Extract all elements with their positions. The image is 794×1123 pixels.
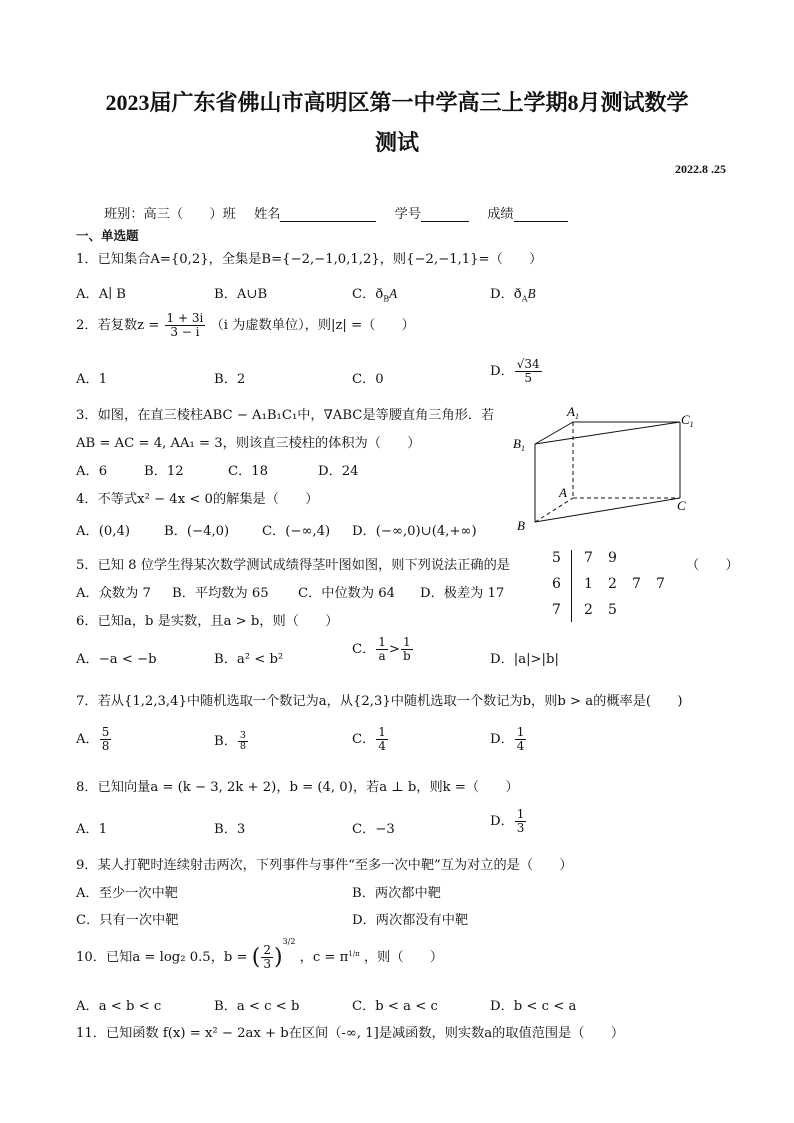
q2-option-b[interactable]: B．2 [214,372,246,387]
name-label: 姓名 [254,207,281,222]
label-c1: $C_1$ [681,412,694,429]
score-blank[interactable] [514,208,568,222]
q7-option-d[interactable]: D． $\frac{1}{4}$ [490,725,525,754]
q7-option-a[interactable]: A． $\frac{5}{8}$ [76,725,110,754]
label-b: B [517,518,525,533]
q1-option-b[interactable]: B．A∪B [214,287,268,302]
page-title-cont: 测试 [374,130,419,155]
q2-option-d[interactable]: D． $\frac{√34}{5}$ [490,357,540,386]
q9-option-b[interactable]: B．两次都中靶 [352,886,441,901]
q10-option-c[interactable]: C．b < a < c [352,999,438,1014]
id-blank[interactable] [421,208,469,222]
q1-option-a[interactable]: A．A∣ B [76,287,126,302]
q5-answer-paren: （ ） [686,558,739,573]
q6-option-a[interactable]: A．−a < −b [76,652,157,667]
section-heading: 一、单选题 [76,228,139,243]
q3-option-b[interactable]: B．12 [144,464,184,479]
q6-option-d[interactable]: D．|a|>|b| [490,652,559,667]
question-4: 4．不等式x² − 4x < 0的解集是（ ） [76,492,319,507]
label-a: A [559,485,567,500]
question-8: 8．已知向量a = (k − 3, 2k + 2)，b = (4, 0)，若a ⊥ b，则k =（ ） [76,780,519,795]
page-title: 2023届广东省佛山市高明区第一中学高三上学期8月测试数学 [105,90,689,115]
question-10: 10．已知a = log₂ 0.5，b = ( $\frac{2}{3}$ )$^{3/2}$ ，$c = \pi^{1/\pi}$ ，则（ ） [76,936,444,972]
q6-option-b[interactable]: B．a² < b² [214,652,284,667]
q8-option-c[interactable]: C．−3 [352,822,395,837]
class-label: 班别：高三（ ）班 [104,207,236,222]
q9-option-a[interactable]: A．至少一次中靶 [76,886,178,901]
q6-option-c[interactable]: C． $\frac{1}{a}$ > $\frac{1}{b}$ [352,635,411,664]
q9-option-d[interactable]: D．两次都没有中靶 [352,913,469,928]
question-11: 11．已知函数 f(x) = x² − 2ax + b在区间（-∞, 1]是减函数，则实数a的取值范围是（ ） [76,1026,625,1041]
q8-option-d[interactable]: D． $\frac{1}{3}$ [490,807,525,836]
question-5: 5．已知 8 位学生得某次数学测试成绩得茎叶图如图，则下列说法正确的是 [76,558,510,573]
q5-option-c[interactable]: C．中位数为 64 [298,586,395,601]
student-info [104,203,568,222]
label-b1: $B_1$ [513,436,525,453]
q10-option-b[interactable]: B．a < c < b [214,999,300,1014]
prism-figure [505,400,705,535]
question-9: 9．某人打靶时连续射击两次，下列事件与事件“至多一次中靶”互为对立的是（ ） [76,858,573,873]
q3-option-d[interactable]: D．24 [318,464,359,479]
question-3: 3．如图，在直三棱柱ABC − A₁B₁C₁中，∇ABC是等腰直角三角形．若 [76,408,495,423]
q3-option-c[interactable]: C．18 [228,464,269,479]
question-2: 2．若复数z = $\frac{1 + 3i}{3 - i}$ （i 为虚数单位），则|z| =（ ） [76,311,415,340]
q5-option-b[interactable]: B．平均数为 65 [172,586,269,601]
exam-date: 2022.8 .25 [675,162,726,176]
q2-option-c[interactable]: C．0 [352,372,384,387]
label-c: C [677,498,686,513]
question-7: 7．若从{1,2,3,4}中随机选取一个数记为a，从{2,3}中随机选取一个数记为b，则b > a的概率是( ) [76,694,683,709]
q1-option-d[interactable]: D．$ð_AB$ [490,286,536,304]
q5-option-a[interactable]: A．众数为 7 [76,586,151,601]
q1-option-c[interactable]: C．$ð_BA$ [352,286,398,304]
stem-divider [571,550,572,622]
q3-option-a[interactable]: A．6 [76,464,108,479]
q8-option-b[interactable]: B．3 [214,822,246,837]
score-label: 成绩 [487,207,514,222]
question-1: 1．已知集合A={0,2}，全集是B={−2,−1,0,1,2}，则{−2,−1,1}=（ ） [76,252,543,267]
q4-option-c[interactable]: C．(−∞,4) [262,524,331,539]
q5-option-d[interactable]: D．极差为 17 [420,586,505,601]
question-3-cont: AB = AC = 4, AA₁ = 3，则该直三棱柱的体积为（ ） [76,436,421,451]
q9-option-c[interactable]: C．只有一次中靶 [76,913,179,928]
question-6: 6．已知a，b 是实数，且a > b，则（ ） [76,614,339,629]
q10-option-a[interactable]: A．a < b < c [76,999,162,1014]
q4-option-a[interactable]: A．(0,4) [76,524,130,539]
q4-option-b[interactable]: B．(−4,0) [164,524,230,539]
q10-option-d[interactable]: D．b < c < a [490,999,577,1014]
q4-option-d[interactable]: D．(−∞,0)∪(4,+∞) [352,524,477,539]
q8-option-a[interactable]: A．1 [76,822,108,837]
name-blank[interactable] [280,208,376,222]
q7-option-b[interactable]: B． $\frac{3}{8}$ [214,729,246,752]
id-label: 学号 [394,207,422,222]
q7-option-c[interactable]: C． $\frac{1}{4}$ [352,725,386,754]
label-a1: $A_1$ [567,404,579,421]
q2-option-a[interactable]: A．1 [76,372,108,387]
